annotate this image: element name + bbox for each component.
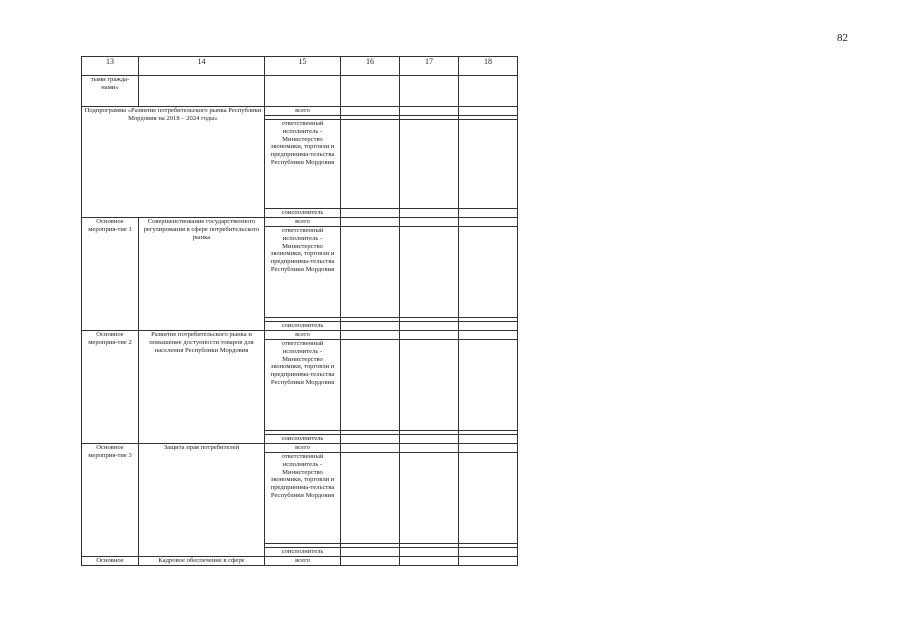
continuation-row — [82, 76, 518, 107]
subprogram-total-row — [82, 107, 518, 116]
measure-4-type: Основное — [82, 557, 139, 566]
header-col-17: 17 — [400, 57, 459, 76]
measure-2-total-row — [82, 331, 518, 340]
measure-4-title: Кадровое обеспечение в сфере — [139, 557, 265, 566]
measure-2-title: Развитие потребительского рынка и повышение доступности товаров для населения Республики Мордовия — [139, 331, 265, 444]
measure-3-total-row — [82, 444, 518, 453]
total-label: всего — [265, 557, 341, 566]
responsible-label: ответственный исполнитель - Министерство экономики, торговли и предпринима-тельства Республики Мордовия — [265, 453, 341, 544]
total-label: всего — [265, 107, 341, 116]
measure-3-title: Защита прав потребителей — [139, 444, 265, 557]
header-col-13: 13 — [82, 57, 139, 76]
measure-1-title: Совершенствование государственного регулирования в сфере потребительского рынка — [139, 218, 265, 331]
header-col-15: 15 — [265, 57, 341, 76]
coexecutor-label: соисполнитель — [265, 322, 341, 331]
header-col-14: 14 — [139, 57, 265, 76]
header-col-16: 16 — [341, 57, 400, 76]
continuation-text: тыми гражда-нами» — [82, 76, 139, 107]
measure-3-type: Основное мероприя-тие 3 — [82, 444, 139, 557]
header-col-18: 18 — [459, 57, 518, 76]
responsible-label: ответственный исполнитель - Министерство экономики, торговли и предпринима-тельства Республики Мордовия — [265, 120, 341, 209]
measure-1-total-row — [82, 218, 518, 227]
responsible-label: ответственный исполнитель - Министерство экономики, торговли и предпринима-тельства Республики Мордовия — [265, 340, 341, 431]
subprogram-title: Подпрограмма «Развитие потребительского рынка Республики Мордовия на 2018 – 2024 годы» — [82, 107, 265, 218]
coexecutor-label: соисполнитель — [265, 435, 341, 444]
total-label: всего — [265, 444, 341, 453]
measure-4-total-row — [82, 557, 518, 566]
coexecutor-label: соисполнитель — [265, 548, 341, 557]
responsible-label: ответственный исполнитель - Министерство экономики, торговли и предпринима-тельства Республики Мордовия — [265, 227, 341, 318]
total-label: всего — [265, 218, 341, 227]
measure-2-type: Основное мероприя-тие 2 — [82, 331, 139, 444]
header-row — [82, 57, 518, 76]
total-label: всего — [265, 331, 341, 340]
coexecutor-label: соисполнитель — [265, 209, 341, 218]
program-table — [81, 56, 518, 566]
measure-1-type: Основное мероприя-тие 1 — [82, 218, 139, 331]
page-number: 82 — [837, 32, 848, 44]
